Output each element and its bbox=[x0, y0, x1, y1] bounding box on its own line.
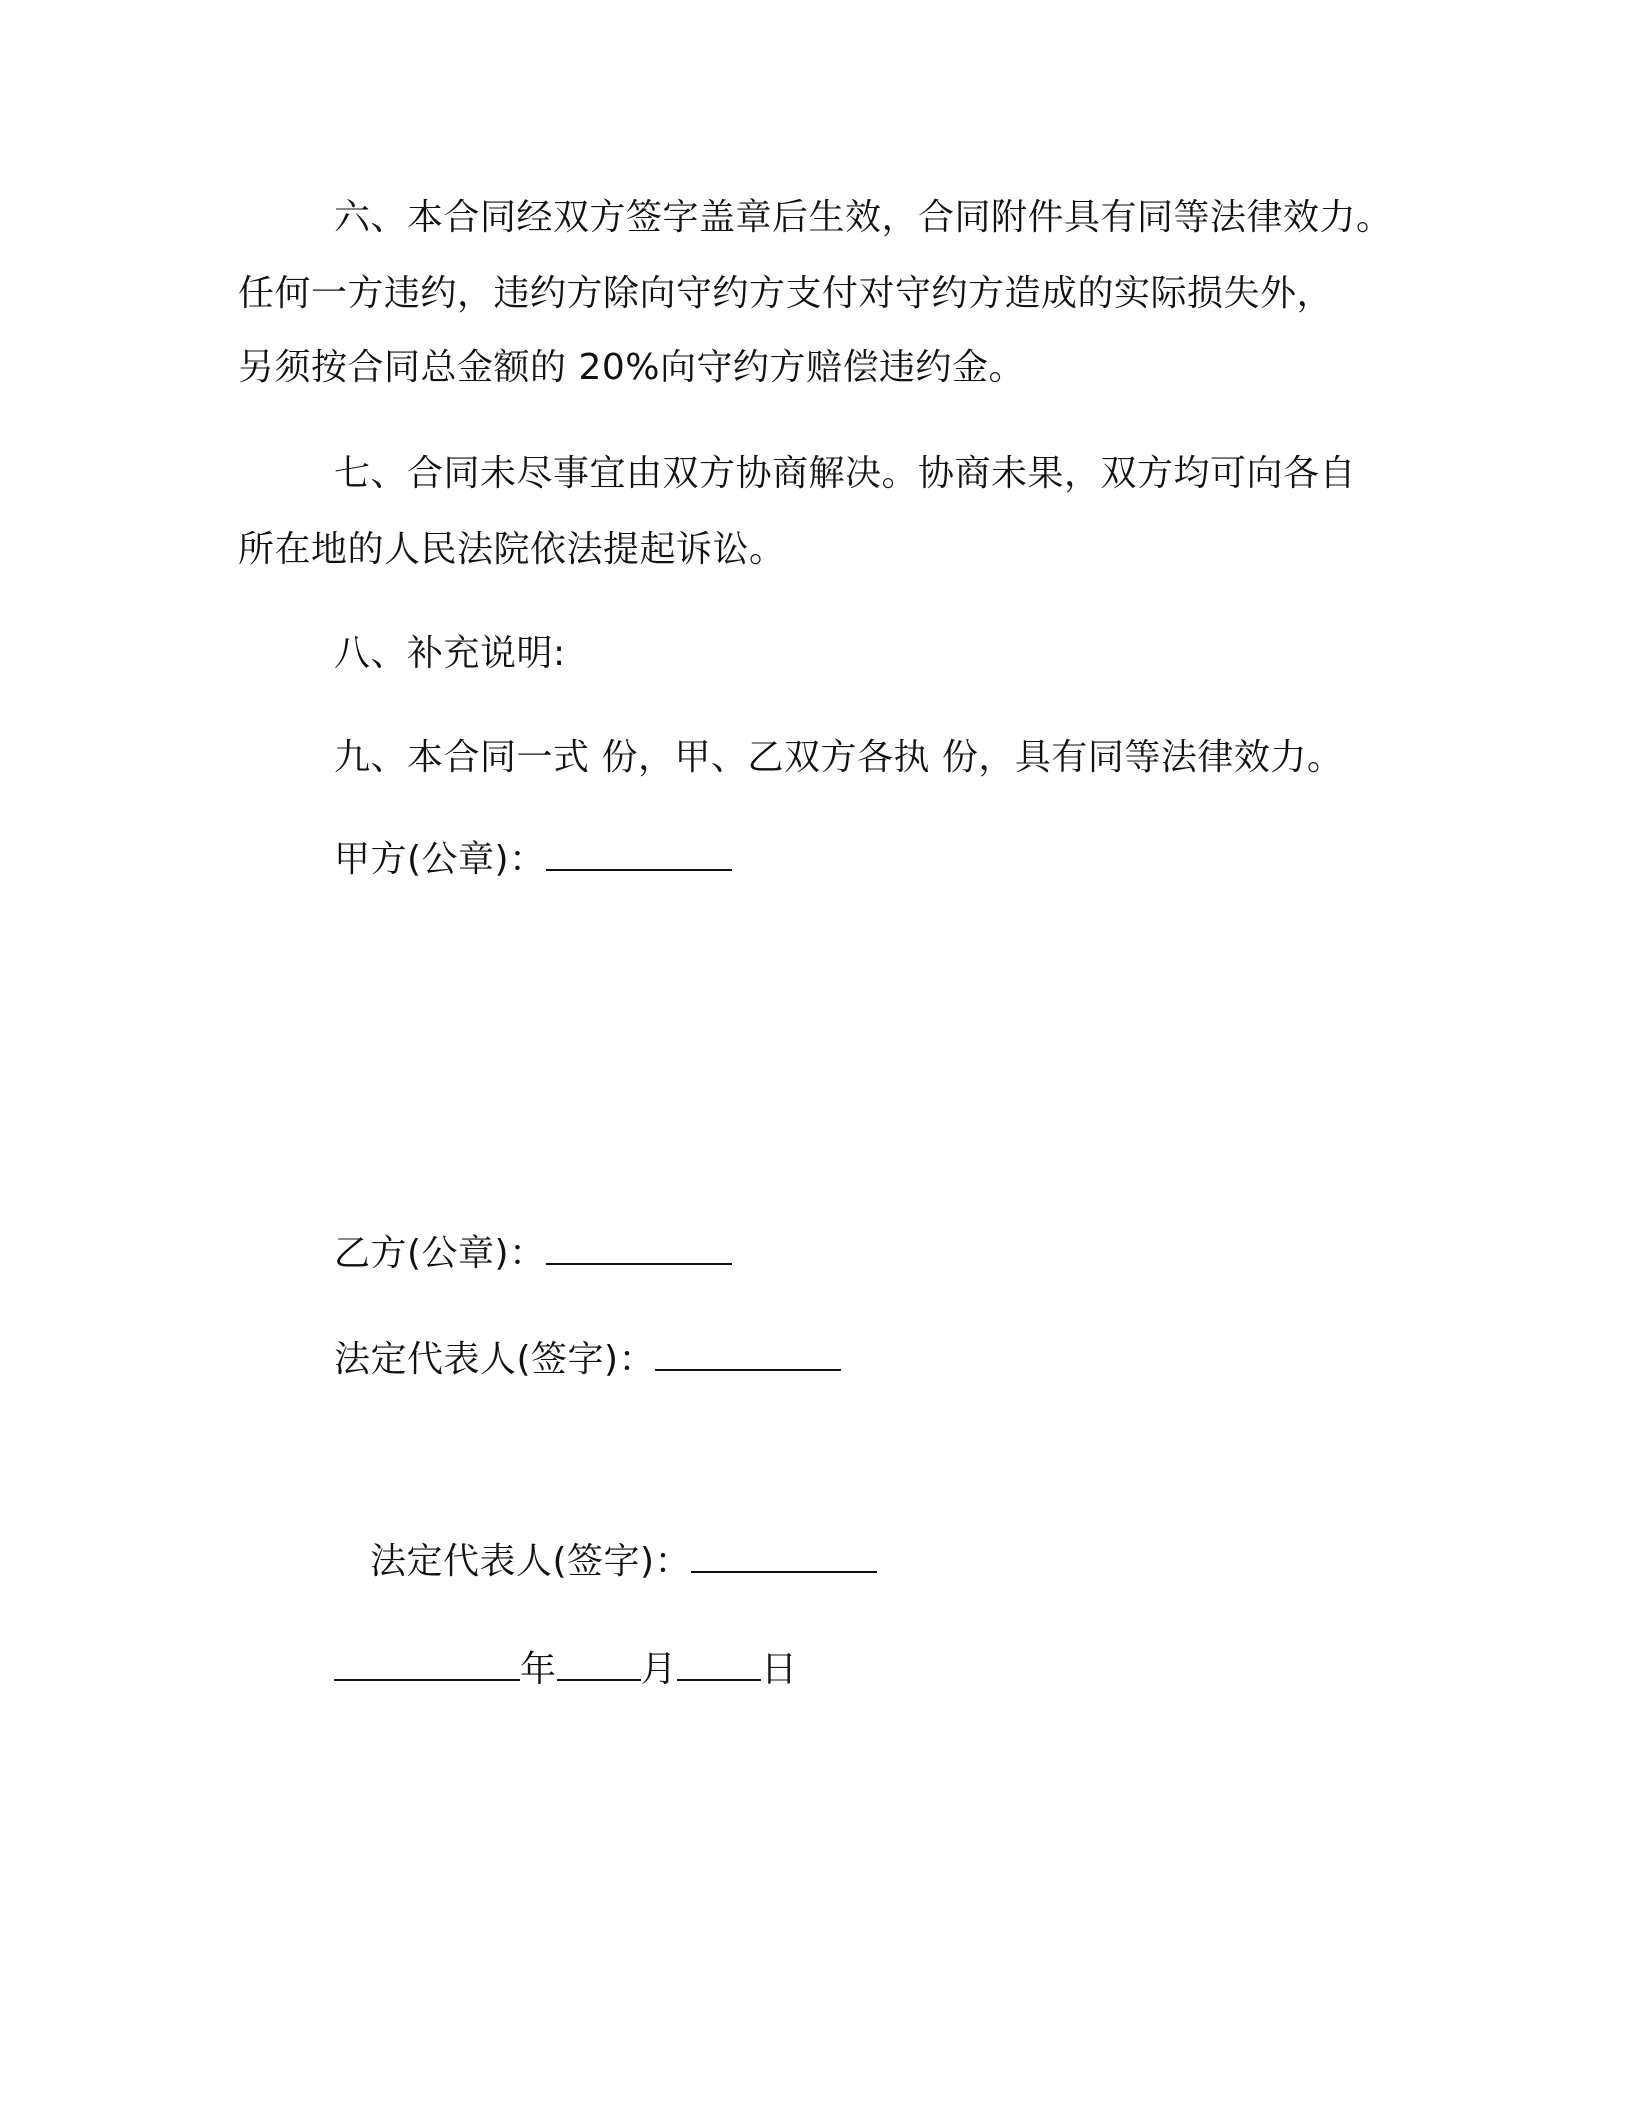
legal-rep-1-blank[interactable] bbox=[655, 1339, 841, 1371]
clause-six-line-3: 另须按合同总金额的 20%向守约方赔偿违约金。 bbox=[238, 347, 1025, 388]
clause-seven-line-2: 所在地的人民法院依法提起诉讼。 bbox=[238, 529, 786, 570]
party-a-blank[interactable] bbox=[546, 839, 732, 871]
party-a-signature-line bbox=[334, 838, 732, 882]
year-label: 年 bbox=[520, 1649, 557, 1690]
day-blank[interactable] bbox=[677, 1649, 761, 1681]
legal-rep-2-blank[interactable] bbox=[691, 1541, 877, 1573]
party-b-blank[interactable] bbox=[546, 1233, 732, 1265]
month-label: 月 bbox=[640, 1649, 678, 1690]
party-b-label: 乙方(公章)： bbox=[334, 1233, 546, 1274]
date-line bbox=[334, 1648, 798, 1692]
clause-seven-line-1: 七、合同未尽事宜由双方协商解决。协商未果，双方均可向各自 bbox=[334, 453, 1357, 494]
year-blank[interactable] bbox=[334, 1649, 520, 1681]
legal-rep-1-signature-line bbox=[334, 1338, 841, 1382]
party-a-label: 甲方(公章)： bbox=[334, 839, 546, 880]
clause-eight: 八、补充说明: bbox=[334, 633, 566, 674]
month-blank[interactable] bbox=[557, 1649, 641, 1681]
legal-rep-2-label: 法定代表人(签字)： bbox=[370, 1541, 692, 1582]
party-b-signature-line bbox=[334, 1232, 732, 1276]
legal-rep-1-label: 法定代表人(签字)： bbox=[334, 1339, 656, 1380]
legal-rep-2-signature-line bbox=[370, 1540, 877, 1584]
clause-nine: 九、本合同一式 份，甲、乙双方各执 份，具有同等法律效力。 bbox=[334, 737, 1344, 778]
day-label: 日 bbox=[761, 1649, 798, 1690]
clause-six-line-1: 六、本合同经双方签字盖章后生效，合同附件具有同等法律效力。 bbox=[334, 197, 1393, 238]
clause-six-line-2: 任何一方违约，违约方除向守约方支付对守约方造成的实际损失外， bbox=[238, 273, 1334, 314]
